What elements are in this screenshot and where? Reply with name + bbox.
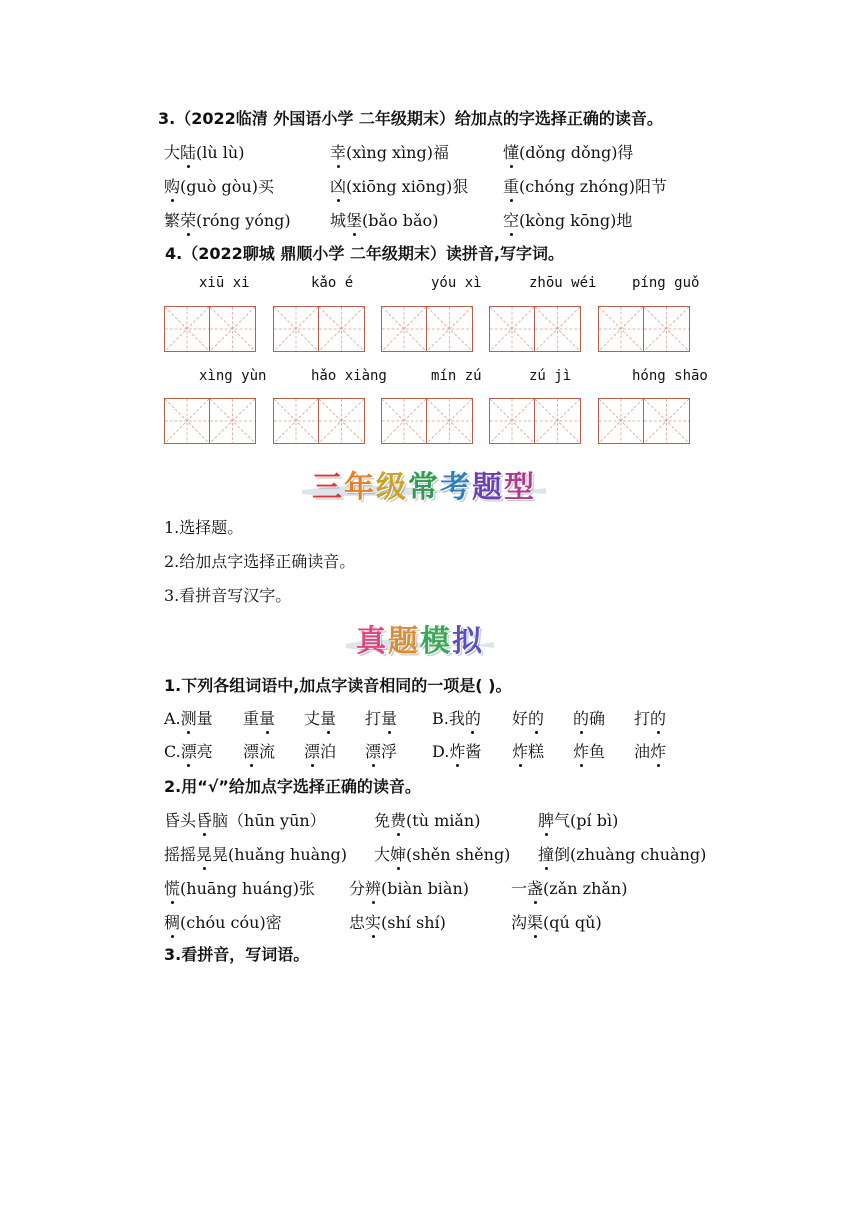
word-part: 糕 <box>528 742 545 761</box>
word-part: 浮 <box>381 742 398 761</box>
word-part: 确 <box>589 709 606 728</box>
dotted-char: 的 <box>573 706 589 729</box>
writing-grid-pair <box>164 398 256 444</box>
dotted-char: 漂 <box>243 739 259 762</box>
banner-char: 级 <box>376 470 408 505</box>
writing-grid-cell[interactable] <box>164 398 210 444</box>
word-part: 气(pí bì) <box>554 811 619 830</box>
dotted-char: 的 <box>650 706 666 729</box>
word-item <box>538 842 706 865</box>
banner-char: 年 <box>344 470 376 505</box>
word-item <box>512 739 544 762</box>
word-item <box>164 910 282 933</box>
writing-grid-cell[interactable] <box>210 398 256 444</box>
word-item <box>304 739 336 762</box>
word-item <box>164 140 244 163</box>
word-part: 重 <box>243 709 260 728</box>
pinyin-label: píng guǒ <box>632 275 700 291</box>
pinyin-label: zhōu wéi <box>529 275 597 291</box>
banner-char: 考 <box>440 470 472 505</box>
word-item <box>503 140 633 163</box>
dotted-char: 渠 <box>527 910 543 933</box>
writing-grid-cell[interactable] <box>164 306 210 352</box>
dotted-char: 量 <box>320 706 336 729</box>
word-item <box>243 706 275 729</box>
word-part: 摇摇 <box>164 845 197 864</box>
word-item <box>512 706 544 729</box>
word-part: (xìng xìng)福 <box>346 143 449 162</box>
word-item <box>634 706 666 729</box>
word-item <box>573 706 605 729</box>
mock-q3-title: 3.看拼音，写词语。 <box>164 945 310 964</box>
writing-grid-cell[interactable] <box>273 398 319 444</box>
pinyin-label: zú jì <box>529 368 572 384</box>
writing-grid-cell[interactable] <box>489 398 535 444</box>
word-item <box>164 208 291 231</box>
word-part: 鱼 <box>589 742 606 761</box>
banner-char: 常 <box>408 470 440 505</box>
word-part: (bǎo bǎo) <box>362 211 439 230</box>
word-part: 大 <box>164 143 181 162</box>
dotted-char: 漂 <box>181 739 197 762</box>
word-item <box>164 174 274 197</box>
word-item <box>365 706 397 729</box>
word-part: 丈 <box>304 709 321 728</box>
word-item <box>503 208 632 231</box>
word-part: (tù miǎn) <box>406 811 481 830</box>
word-part: 打 <box>634 709 651 728</box>
dotted-char: 昏 <box>196 808 212 831</box>
word-item <box>634 739 666 762</box>
word-item <box>374 808 480 831</box>
writing-grid-cell[interactable] <box>319 306 365 352</box>
pinyin-label: hóng shāo <box>632 368 708 384</box>
writing-grid-cell[interactable] <box>598 306 644 352</box>
dotted-char: 稠 <box>164 910 180 933</box>
dotted-char: 脾 <box>538 808 554 831</box>
dotted-char: 炸 <box>512 739 528 762</box>
writing-grid-pair <box>381 398 473 444</box>
banner-char: 拟 <box>452 624 484 659</box>
word-part: (chóng zhóng)阳节 <box>519 177 667 196</box>
dotted-char: 漂 <box>304 739 320 762</box>
word-part: 油 <box>634 742 651 761</box>
writing-grid-cell[interactable] <box>210 306 256 352</box>
writing-grid-pair <box>273 398 365 444</box>
word-item <box>330 174 468 197</box>
option-letter: D. <box>432 742 450 761</box>
banner-char: 真 <box>356 624 388 659</box>
word-part: 一 <box>511 879 528 898</box>
mock-q2-title: 2.用“√”给加点字选择正确的读音。 <box>164 777 421 796</box>
word-item <box>432 739 481 762</box>
dotted-char: 慌 <box>164 876 180 899</box>
pinyin-label: xìng yùn <box>199 368 267 384</box>
word-item <box>330 208 438 231</box>
writing-grid-cell[interactable] <box>273 306 319 352</box>
writing-grid-pair <box>164 306 256 352</box>
writing-grid-cell[interactable] <box>598 398 644 444</box>
writing-grid-pair <box>489 306 581 352</box>
option-letter: C. <box>164 742 181 761</box>
word-part: 亮 <box>196 742 213 761</box>
common-question-types-banner <box>312 462 536 506</box>
word-item <box>511 910 602 933</box>
writing-grid-cell[interactable] <box>644 306 690 352</box>
dotted-char: 盏 <box>527 876 543 899</box>
word-part: 大 <box>374 845 391 864</box>
word-part: 晃(huǎng huàng) <box>212 845 347 864</box>
mock-q1-title: 1.下列各组词语中,加点字读音相同的一项是( )。 <box>164 676 512 695</box>
word-item <box>374 842 510 865</box>
word-part: (shěn shěng) <box>406 845 511 864</box>
word-item <box>164 739 213 762</box>
type-item: 2.给加点字选择正确读音。 <box>164 552 356 571</box>
writing-grid-cell[interactable] <box>535 398 581 444</box>
word-part: 流 <box>259 742 276 761</box>
pinyin-label: yóu xì <box>431 275 482 291</box>
word-part: 我 <box>448 709 465 728</box>
word-item <box>164 842 347 865</box>
banner-char: 题 <box>388 624 420 659</box>
word-part: 酱 <box>465 742 482 761</box>
dotted-char: 堡 <box>346 208 362 231</box>
word-part: (xiōng xiōng)狠 <box>346 177 469 196</box>
word-item <box>538 808 618 831</box>
word-part: (biàn biàn) <box>381 879 470 898</box>
word-item <box>349 910 446 933</box>
word-item <box>503 174 667 197</box>
word-item <box>365 739 397 762</box>
word-item <box>164 706 213 729</box>
dotted-char: 费 <box>390 808 406 831</box>
word-part: 沟 <box>511 913 528 932</box>
pinyin-label: hǎo xiàng <box>311 368 387 384</box>
dotted-char: 量 <box>259 706 275 729</box>
word-item <box>573 739 605 762</box>
word-item <box>511 876 627 899</box>
writing-grid-cell[interactable] <box>381 306 427 352</box>
dotted-char: 的 <box>465 706 481 729</box>
word-part: 脑（hūn yūn） <box>212 811 326 830</box>
banner-char: 模 <box>420 624 452 659</box>
dotted-char: 炸 <box>449 739 465 762</box>
word-part: 倒(zhuàng chuàng) <box>554 845 707 864</box>
word-part: 繁 <box>164 211 181 230</box>
dotted-char: 撞 <box>538 842 554 865</box>
dotted-char: 炸 <box>573 739 589 762</box>
word-part: (qú qǔ) <box>543 913 602 932</box>
word-item <box>349 876 469 899</box>
word-part: (guò gòu)买 <box>180 177 274 196</box>
word-part: 免 <box>374 811 391 830</box>
word-part: (kòng kōng)地 <box>519 211 633 230</box>
dotted-char: 量 <box>381 706 397 729</box>
dotted-char: 炸 <box>650 739 666 762</box>
word-part: 好 <box>512 709 529 728</box>
writing-grid-cell[interactable] <box>489 306 535 352</box>
dotted-char: 晃 <box>196 842 212 865</box>
writing-grid-pair <box>489 398 581 444</box>
word-item <box>243 739 275 762</box>
word-part: 城 <box>330 211 347 230</box>
banner-char: 三 <box>312 470 344 505</box>
word-part: 泊 <box>320 742 337 761</box>
dotted-char: 陆 <box>180 140 196 163</box>
q3-title: 3.（2022临清 外国语小学 二年级期末）给加点的字选择正确的读音。 <box>158 109 663 128</box>
dotted-char: 荣 <box>180 208 196 231</box>
banner-char: 题 <box>472 470 504 505</box>
word-part: (róng yóng) <box>196 211 291 230</box>
word-part: (dǒng dǒng)得 <box>519 143 634 162</box>
word-part: 昏头 <box>164 811 197 830</box>
dotted-char: 漂 <box>365 739 381 762</box>
option-letter: A. <box>164 709 181 728</box>
dotted-char: 凶 <box>330 174 346 197</box>
dotted-char: 重 <box>503 174 519 197</box>
dotted-char: 测 <box>181 706 197 729</box>
type-item: 1.选择题。 <box>164 518 244 537</box>
dotted-char: 幸 <box>330 140 346 163</box>
writing-grid-cell[interactable] <box>427 306 473 352</box>
option-letter: B. <box>432 709 449 728</box>
dotted-char: 购 <box>164 174 180 197</box>
writing-grid-cell[interactable] <box>644 398 690 444</box>
writing-grid-cell[interactable] <box>381 398 427 444</box>
dotted-char: 空 <box>503 208 519 231</box>
word-part: (shí shí) <box>381 913 446 932</box>
writing-grid-cell[interactable] <box>427 398 473 444</box>
writing-grid-pair <box>273 306 365 352</box>
writing-grid-cell[interactable] <box>319 398 365 444</box>
word-item <box>164 808 326 831</box>
word-part: (chóu cóu)密 <box>180 913 282 932</box>
writing-grid-pair <box>598 398 690 444</box>
word-part: 忠 <box>349 913 366 932</box>
dotted-char: 实 <box>365 910 381 933</box>
word-part: (zǎn zhǎn) <box>543 879 628 898</box>
pinyin-label: xiū xi <box>199 275 250 291</box>
dotted-char: 婶 <box>390 842 406 865</box>
mock-exam-banner <box>356 616 484 660</box>
banner-char: 型 <box>504 470 536 505</box>
word-part: (huāng huáng)张 <box>180 879 315 898</box>
q4-title: 4.（2022聊城 鼎顺小学 二年级期末）读拼音,写字词。 <box>165 244 564 263</box>
pinyin-label: kǎo é <box>311 275 354 291</box>
word-item <box>432 706 481 729</box>
word-item <box>330 140 449 163</box>
writing-grid-cell[interactable] <box>535 306 581 352</box>
dotted-char: 的 <box>528 706 544 729</box>
dotted-char: 辨 <box>365 876 381 899</box>
writing-grid-pair <box>598 306 690 352</box>
word-part: 量 <box>196 709 213 728</box>
word-part: 分 <box>349 879 366 898</box>
pinyin-label: mín zú <box>431 368 482 384</box>
writing-grid-pair <box>381 306 473 352</box>
word-item <box>304 706 336 729</box>
dotted-char: 懂 <box>503 140 519 163</box>
word-item <box>164 876 315 899</box>
word-part: (lù lù) <box>196 143 245 162</box>
type-item: 3.看拼音写汉字。 <box>164 586 292 605</box>
word-part: 打 <box>365 709 382 728</box>
